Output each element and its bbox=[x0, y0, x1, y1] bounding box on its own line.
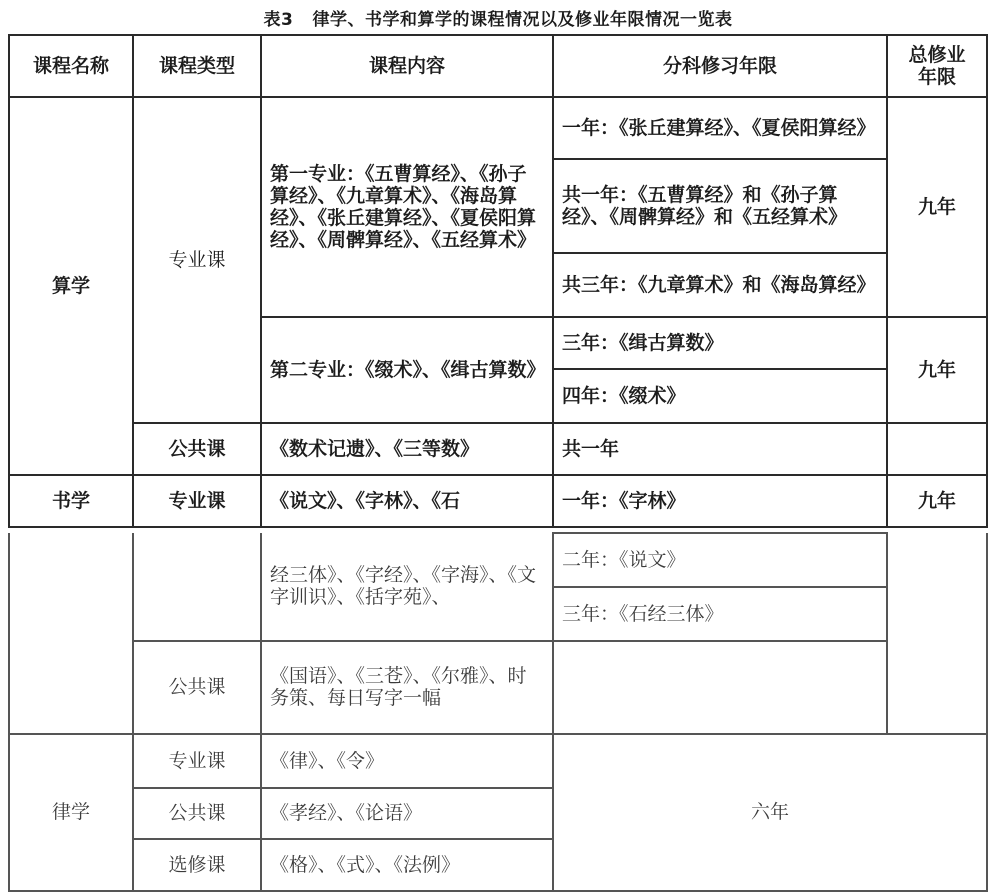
subject-years-cell: 三年：《缉古算数》 bbox=[553, 317, 887, 369]
course-name-shuxue: 书学 bbox=[9, 475, 133, 527]
subject-years-cell: 三年：《石经三体》 bbox=[553, 587, 887, 641]
table-row bbox=[9, 475, 987, 527]
course-content-cell: 《国语》、《三苍》、《尔雅》、时务策、每日写字一幅 bbox=[261, 641, 553, 734]
subject-years-cell: 四年：《缀术》 bbox=[553, 369, 887, 423]
course-content-cell: 《孝经》、《论语》 bbox=[261, 788, 553, 840]
table-row bbox=[9, 641, 987, 734]
subject-years-cell: 二年：《说文》 bbox=[553, 533, 887, 587]
table-row bbox=[9, 423, 987, 475]
course-table-part-2 bbox=[8, 532, 988, 892]
header-total-years: 总修业年限 bbox=[887, 35, 987, 97]
course-name-shuxue-continued bbox=[9, 533, 133, 734]
course-content-cell: 第一专业：《五曹算经》、《孙子算经》、《九章算术》、《海岛算经》、《张丘建算经》、《夏侯阳算经》、《周髀算经》、《五经算术》 bbox=[261, 97, 553, 317]
table-row bbox=[9, 97, 987, 159]
course-type-cell: 专业课 bbox=[133, 475, 261, 527]
subject-years-cell: 一年：《张丘建算经》、《夏侯阳算经》 bbox=[553, 97, 887, 159]
total-years-cell bbox=[887, 423, 987, 475]
course-type-cell: 公共课 bbox=[133, 788, 261, 840]
course-type-continued bbox=[133, 533, 261, 641]
total-years-cell: 六年 bbox=[553, 734, 987, 891]
course-content-cell: 《格》、《式》、《法例》 bbox=[261, 839, 553, 891]
header-row bbox=[9, 35, 987, 97]
subject-years-cell: 共三年：《九章算术》和《海岛算经》 bbox=[553, 253, 887, 317]
total-years-cell: 九年 bbox=[887, 97, 987, 317]
course-type-cell: 公共课 bbox=[133, 641, 261, 734]
total-years-cell: 九年 bbox=[887, 317, 987, 423]
header-course-name: 课程名称 bbox=[9, 35, 133, 97]
total-years-cell: 九年 bbox=[887, 475, 987, 527]
header-course-type: 课程类型 bbox=[133, 35, 261, 97]
subject-years-cell bbox=[553, 641, 887, 734]
header-subject-years: 分科修习年限 bbox=[553, 35, 887, 97]
course-content-cell: 《说文》、《字林》、《石 bbox=[261, 475, 553, 527]
header-course-content: 课程内容 bbox=[261, 35, 553, 97]
course-content-cell: 《律》、《令》 bbox=[261, 734, 553, 788]
table-row bbox=[9, 533, 987, 587]
course-content-cell: 经三体》、《字经》、《字海》、《文字训识》、《括字苑》、 bbox=[261, 533, 553, 641]
total-years-continued bbox=[887, 533, 987, 734]
table-row bbox=[9, 734, 987, 788]
subject-years-cell: 共一年：《五曹算经》和《孙子算经》、《周髀算经》和《五经算术》 bbox=[553, 159, 887, 253]
course-type-cell: 专业课 bbox=[133, 734, 261, 788]
course-name-suanxue: 算学 bbox=[9, 97, 133, 475]
course-content-cell: 《数术记遗》、《三等数》 bbox=[261, 423, 553, 475]
subject-years-cell: 共一年 bbox=[553, 423, 887, 475]
course-type-cell: 专业课 bbox=[133, 97, 261, 423]
course-table-part-1 bbox=[8, 34, 988, 528]
course-content-cell: 第二专业：《缀术》、《缉古算数》 bbox=[261, 317, 553, 423]
course-type-cell: 选修课 bbox=[133, 839, 261, 891]
course-type-cell: 公共课 bbox=[133, 423, 261, 475]
subject-years-cell: 一年：《字林》 bbox=[553, 475, 887, 527]
table-caption: 表3 律学、书学和算学的课程情况以及修业年限情况一览表 bbox=[263, 10, 733, 30]
course-name-lvxue: 律学 bbox=[9, 734, 133, 891]
